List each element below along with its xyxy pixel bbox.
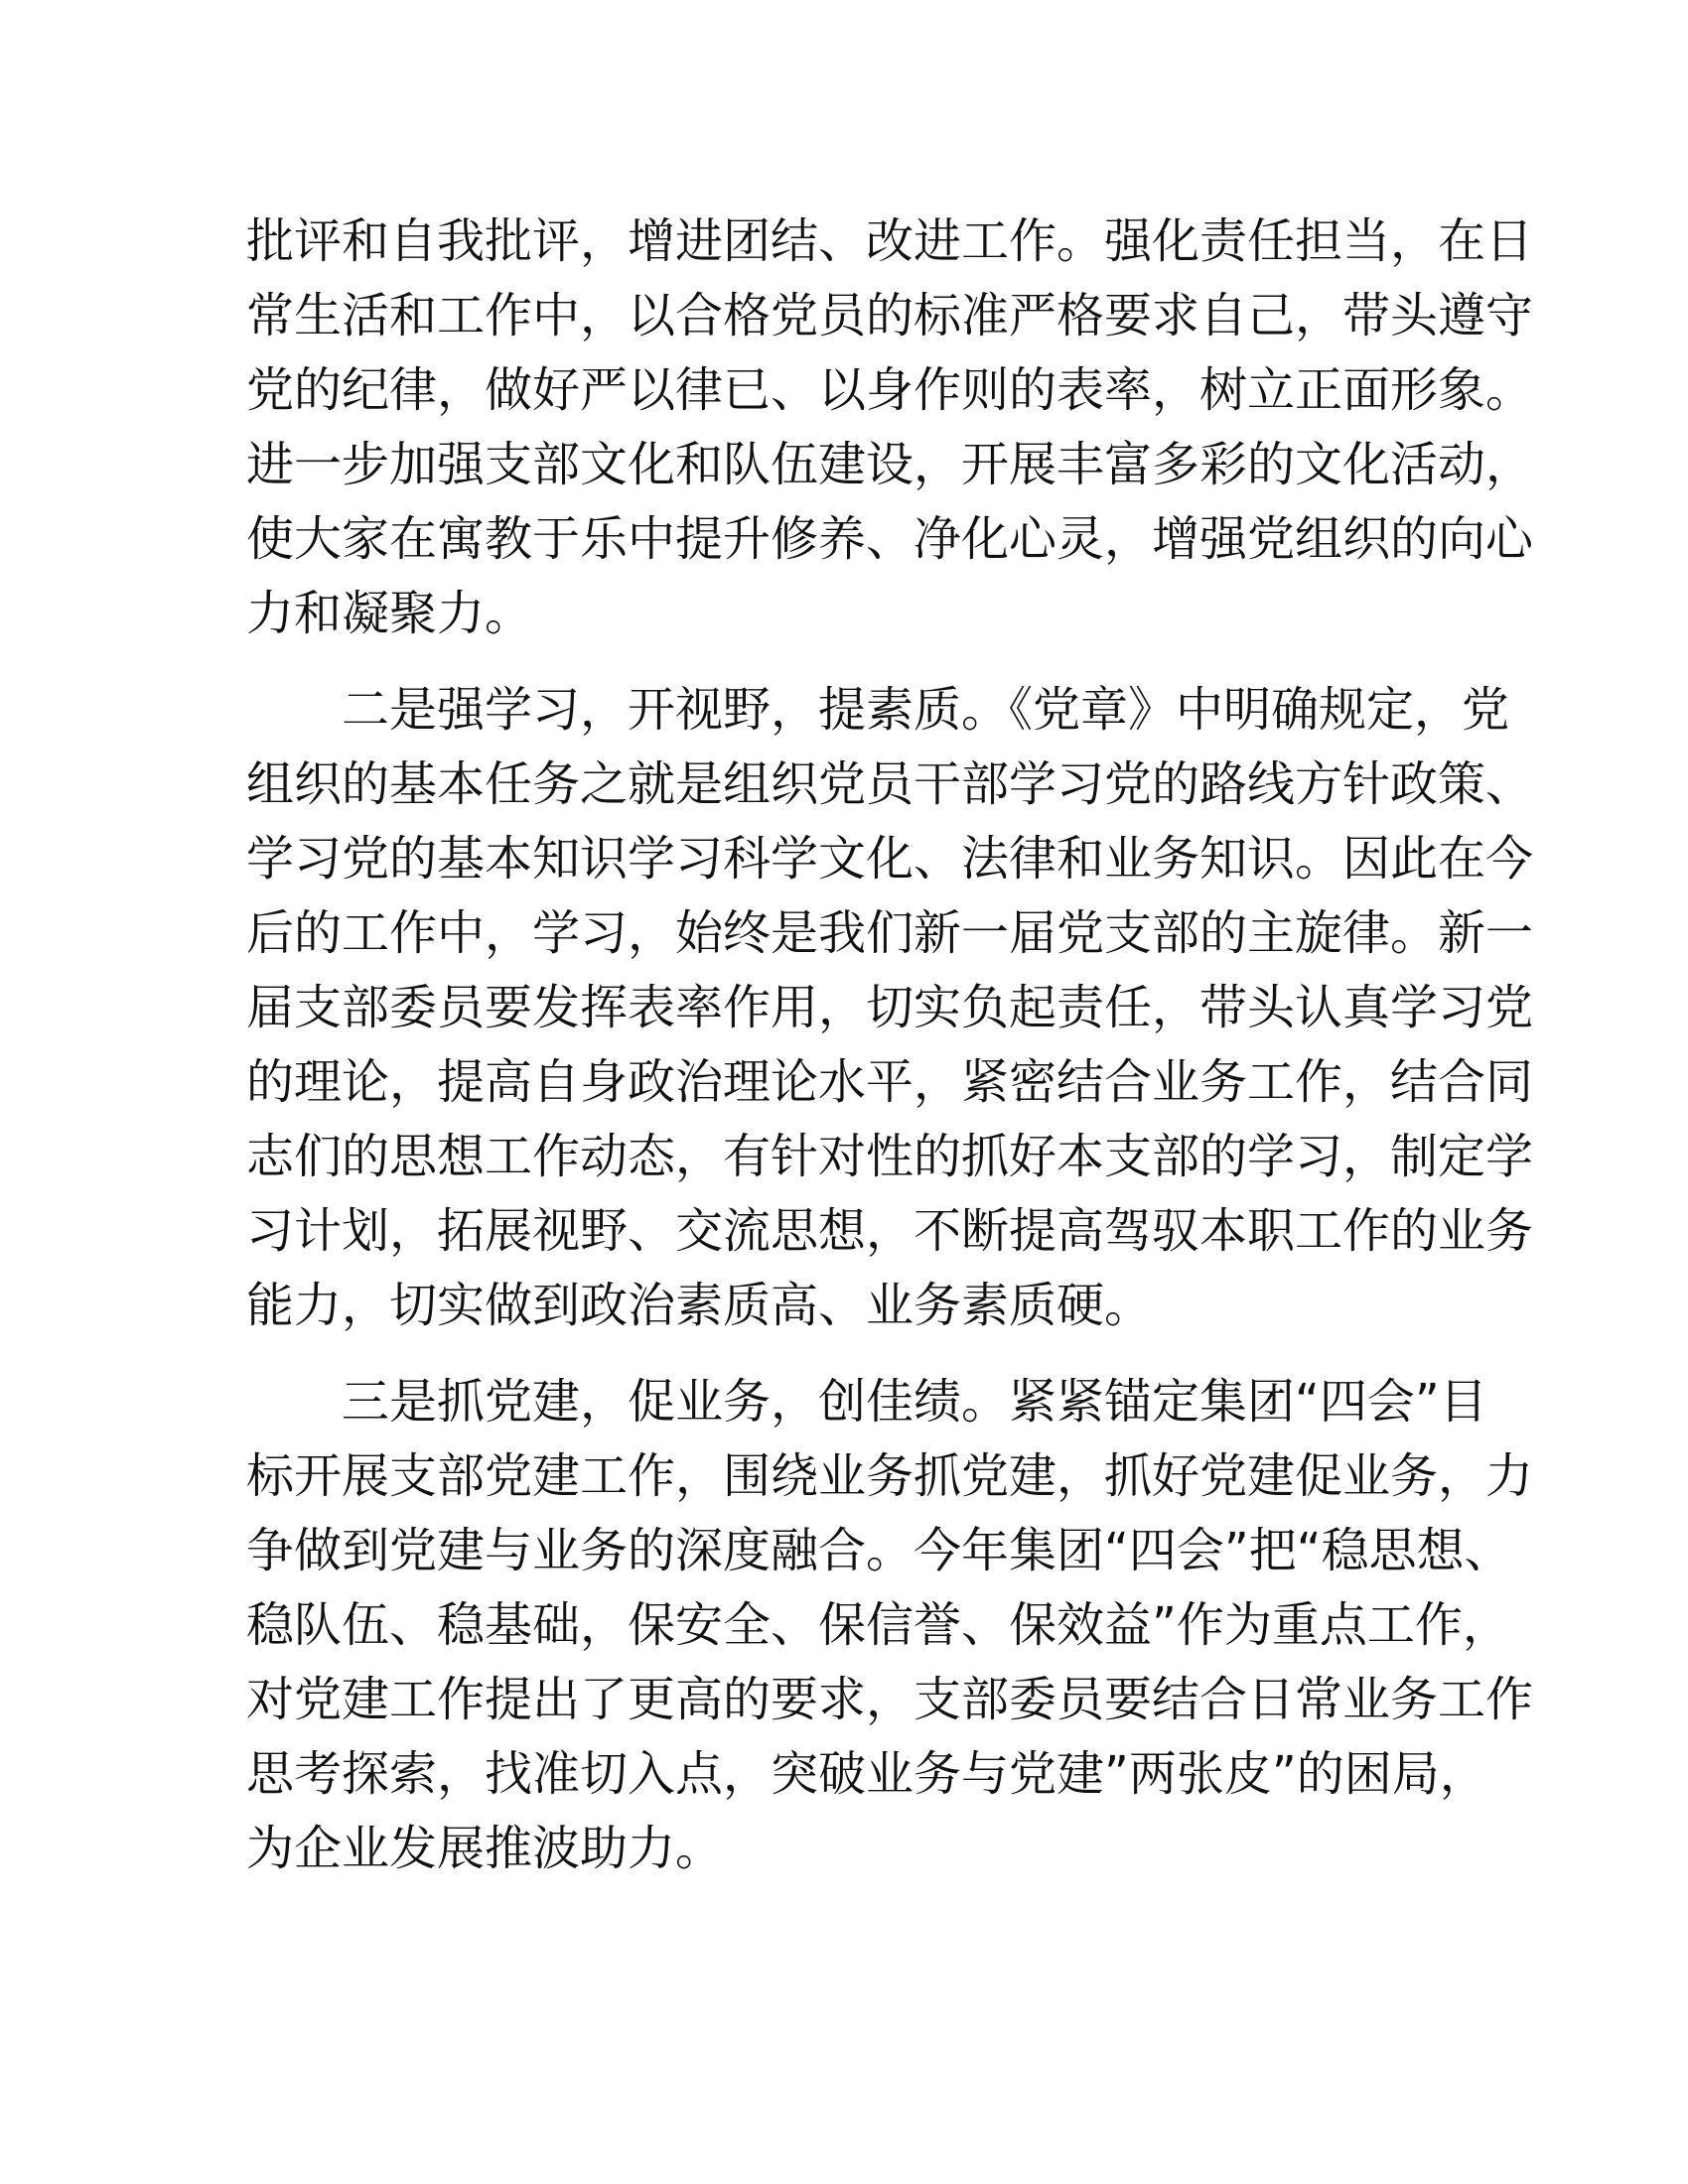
- text-line: 对党建工作提出了更高的要求，支部委员要结合日常业务工作: [246, 1672, 1534, 1727]
- text-line: 能力，切实做到政治素质高、业务素质硬。: [246, 1278, 1153, 1333]
- text-line: 习计划，拓展视野、交流思想，不断提高驾驭本职工作的业务: [246, 1203, 1534, 1259]
- text-line: 争做到党建与业务的深度融合。今年集团“四会”把“稳思想、: [246, 1523, 1512, 1578]
- text-line-indented: 二是强学习，开视野，提素质。《党章》中明确规定，党: [342, 682, 1510, 738]
- text-line: 进一步加强支部文化和队伍建设，开展丰富多彩的文化活动，: [246, 437, 1534, 492]
- text-line: 批评和自我批评，增进团结、改进工作。强化责任担当，在日: [246, 213, 1534, 269]
- text-line: 常生活和工作中，以合格党员的标准严格要求自己，带头遵守: [246, 288, 1534, 343]
- text-line: 力和凝聚力。: [246, 586, 533, 641]
- paragraph-1: [246, 205, 1534, 651]
- text-line: 党的纪律，做好严以律已、以身作则的表率，树立正面形象。: [246, 362, 1534, 418]
- text-line-indented: 三是抓党建，促业务，创佳绩。紧紧锚定集团“四会”目: [342, 1374, 1487, 1430]
- text-line: 为企业发展推波助力。: [246, 1821, 724, 1876]
- body-text: [246, 205, 1534, 1886]
- text-line: 后的工作中，学习，始终是我们新一届党支部的主旋律。新一: [246, 905, 1534, 961]
- text-line: 学习党的基本知识学习科学文化、法律和业务知识。因此在今: [246, 831, 1534, 887]
- text-line: 稳队伍、稳基础，保安全、保信誉、保效益”作为重点工作，: [246, 1597, 1510, 1653]
- text-line: 标开展支部党建工作，围绕业务抓党建，抓好党建促业务，力: [246, 1448, 1534, 1504]
- text-line: 组织的基本任务之就是组织党员干部学习党的路线方针政策、: [246, 756, 1534, 812]
- text-line: 的理论，提高自身政治理论水平，紧密结合业务工作，结合同: [246, 1054, 1534, 1110]
- text-line: 使大家在寓教于乐中提升修养、净化心灵，增强党组织的向心: [246, 511, 1534, 567]
- paragraph-spacer: [246, 1343, 1444, 1365]
- paragraph-2: [246, 673, 1534, 1343]
- text-line: 志们的思想工作动态，有针对性的抓好本支部的学习，制定学: [246, 1129, 1534, 1184]
- paragraph-spacer: [246, 651, 1444, 673]
- paragraph-3: [246, 1365, 1534, 1886]
- text-line: 届支部委员要发挥表率作用，切实负起责任，带头认真学习党: [246, 980, 1534, 1035]
- text-line: 思考探索，找准切入点，突破业务与党建”两张皮”的困局，: [246, 1746, 1487, 1802]
